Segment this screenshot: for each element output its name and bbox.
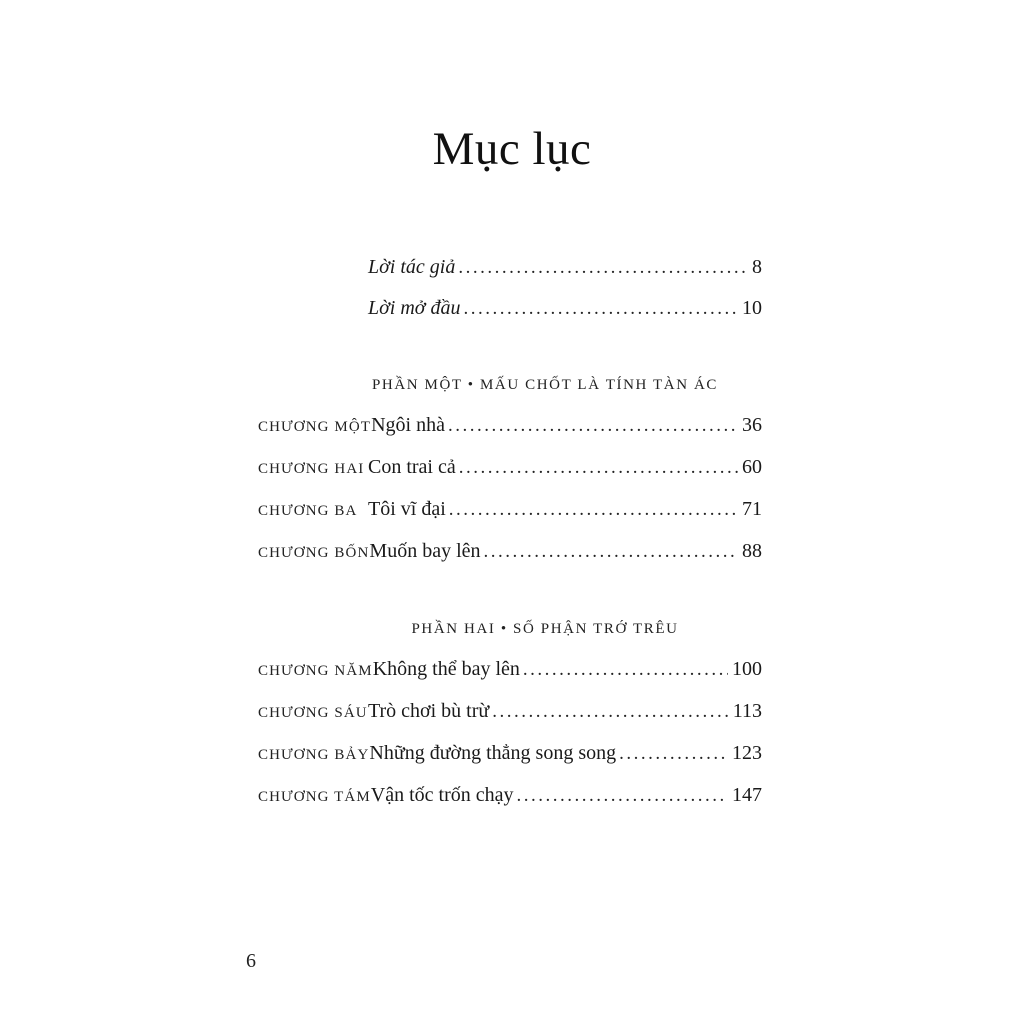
- dot-leader: [459, 447, 738, 488]
- toc-entry: [258, 405, 762, 447]
- dot-leader: [523, 649, 728, 690]
- entry-title: Muốn bay lên: [369, 540, 481, 562]
- table-of-contents: [258, 0, 762, 817]
- entry-page-number: 147: [732, 784, 762, 806]
- dot-leader: [458, 247, 748, 288]
- chapter-label: CHƯƠNG SÁU: [258, 705, 368, 721]
- entry-page-number: 88: [742, 540, 762, 562]
- toc-entry: [258, 489, 762, 531]
- toc-entry: [258, 447, 762, 489]
- entry-title: Lời mở đầu: [368, 297, 461, 319]
- entry-page-number: 113: [732, 700, 762, 722]
- entry-page-number: 10: [742, 297, 762, 319]
- section-heading: PHẦN HAI • SỐ PHẬN TRỚ TRÊU: [411, 621, 679, 637]
- entry-title: Tôi vĩ đại: [368, 498, 446, 520]
- toc-section-two: [258, 609, 762, 817]
- chapter-label: CHƯƠNG BỐN: [258, 545, 370, 561]
- dot-leader: [484, 531, 739, 572]
- chapter-label: CHƯƠNG TÁM: [258, 789, 371, 805]
- entry-page-number: 123: [732, 742, 762, 764]
- dot-leader: [449, 489, 738, 530]
- toc-entry: [368, 288, 762, 329]
- entry-page-number: 36: [742, 414, 762, 436]
- toc-entry: [258, 649, 762, 691]
- page-title: Mục lục: [432, 123, 592, 175]
- toc-entry: [368, 247, 762, 288]
- dot-leader: [448, 405, 738, 446]
- entry-title: Ngôi nhà: [371, 414, 445, 436]
- toc-entry: [258, 691, 762, 733]
- entry-title: Vận tốc trốn chạy: [370, 784, 514, 806]
- folio-page-number: 6: [246, 950, 256, 972]
- toc-section-one: [258, 365, 762, 573]
- entry-title: Những đường thẳng song song: [369, 742, 617, 764]
- entry-page-number: 100: [732, 658, 762, 680]
- chapter-label: CHƯƠNG BẢY: [258, 747, 370, 763]
- entry-title: Lời tác giả: [368, 256, 456, 278]
- dot-leader: [492, 691, 728, 732]
- toc-entry: [258, 531, 762, 573]
- dot-leader: [517, 775, 728, 816]
- front-matter-list: [258, 247, 762, 329]
- entry-title: Con trai cả: [368, 456, 456, 478]
- chapter-label: CHƯƠNG MỘT: [258, 419, 372, 435]
- entry-page-number: 71: [742, 498, 762, 520]
- entry-page-number: 8: [752, 256, 762, 278]
- dot-leader: [619, 733, 728, 774]
- entry-title: Trò chơi bù trừ: [368, 700, 490, 722]
- chapter-label: CHƯƠNG HAI: [258, 461, 365, 477]
- chapter-label: CHƯƠNG NĂM: [258, 663, 373, 679]
- toc-entry: [258, 733, 762, 775]
- chapter-label: CHƯƠNG BA: [258, 503, 358, 519]
- dot-leader: [463, 288, 738, 329]
- section-heading: PHẦN MỘT • MẤU CHỐT LÀ TÍNH TÀN ÁC: [371, 377, 719, 393]
- entry-page-number: 60: [742, 456, 762, 478]
- entry-title: Không thể bay lên: [372, 658, 520, 680]
- toc-entry: [258, 775, 762, 817]
